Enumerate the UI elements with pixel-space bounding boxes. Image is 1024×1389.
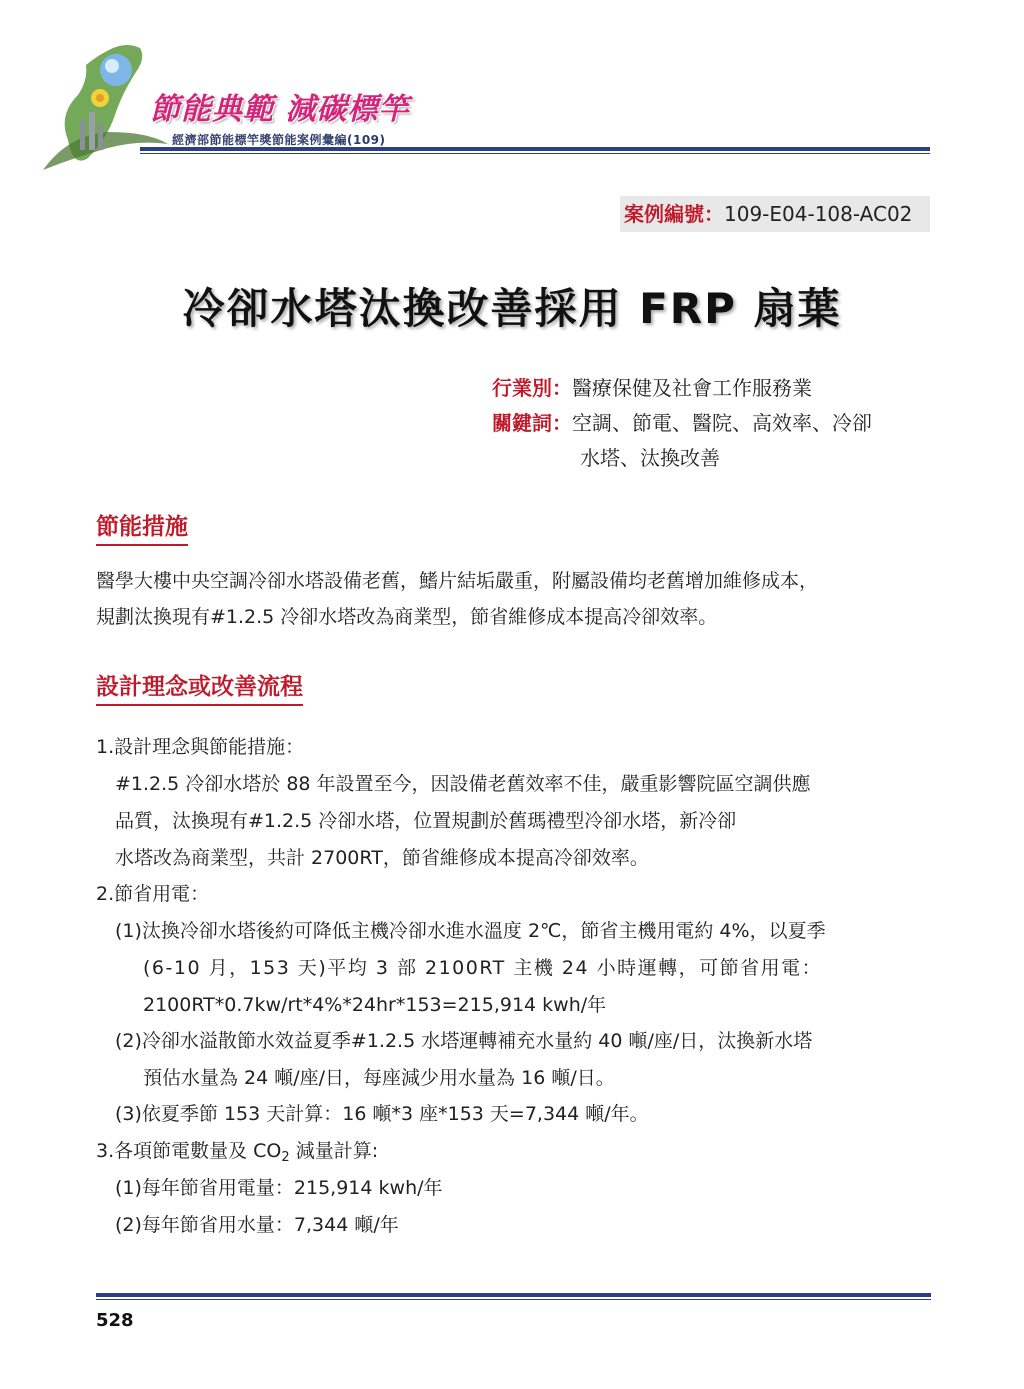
brand-subtitle: 經濟部節能標竿獎節能案例彙編(109) <box>172 133 386 147</box>
industry-value: 醫療保健及社會工作服務業 <box>572 376 812 400</box>
co2-subscript: 2 <box>281 1150 290 1165</box>
body-line-co2-a: 3.各項節電數量及 CO <box>96 1140 282 1162</box>
keywords-row <box>492 405 872 441</box>
header-rule <box>140 147 930 151</box>
measures-text-line2: 規劃汰換現有#1.2.5 冷卻水塔改為商業型，節省維修成本提高冷卻效率。 <box>96 606 718 628</box>
body-line: 2.節省用電： <box>96 883 210 905</box>
industry-row <box>492 370 812 406</box>
industry-label: 行業別： <box>492 376 572 400</box>
measures-text-line1: 醫學大樓中央空調冷卻水塔設備老舊，鰭片結垢嚴重，附屬設備均老舊增加維修成本， <box>96 570 819 592</box>
body-line-co2 <box>96 1136 378 1165</box>
footer-rule <box>96 1293 931 1297</box>
body-line: (1)每年節省用電量：215,914 kwh/年 <box>115 1177 443 1199</box>
body-line: (2)每年節省用水量：7,344 噸/年 <box>115 1214 399 1236</box>
page-number: 528 <box>96 1310 134 1331</box>
page-title: 冷卻水塔汰換改善採用 FRP 扇葉 <box>182 284 842 333</box>
body-line: #1.2.5 冷卻水塔於 88 年設置至今，因設備老舊效率不佳，嚴重影響院區空調供應 <box>115 773 811 795</box>
body-line: (2)冷卻水溢散節水效益夏季#1.2.5 水塔運轉補充水量約 40 噸/座/日，汰換新水塔 <box>115 1030 813 1052</box>
body-line: (6-10 月，153 天)平均 3 部 2100RT 主機 24 小時運轉，可節省用電： <box>143 957 823 979</box>
case-number-box <box>620 196 930 232</box>
keywords-value-line1: 空調、節電、醫院、高效率、冷卻 <box>572 411 872 435</box>
case-number-value: 109-E04-108-AC02 <box>724 202 913 226</box>
body-line: (1)汰換冷卻水塔後約可降低主機冷卻水進水溫度 2℃，節省主機用電約 4%，以夏季 <box>115 920 826 942</box>
brand-title: 節能典範 減碳標竿 <box>150 92 410 127</box>
case-number-label: 案例編號： <box>624 202 724 226</box>
body-line: 品質，汰換現有#1.2.5 冷卻水塔，位置規劃於舊瑪禮型冷卻水塔，新冷卻 <box>115 810 737 832</box>
keywords-value-line2: 水塔、汰換改善 <box>580 446 720 470</box>
body-line-co2-b: 減量計算: <box>289 1140 379 1162</box>
section-heading-design: 設計理念或改善流程 <box>96 668 303 706</box>
footer-rule-thin <box>96 1299 931 1300</box>
section-heading-measures: 節能措施 <box>96 508 188 546</box>
body-line: 1.設計理念與節能措施： <box>96 736 305 758</box>
body-line: 2100RT*0.7kw/rt*4%*24hr*153=215,914 kwh/年 <box>143 994 607 1016</box>
header-rule-thin <box>140 153 930 154</box>
body-line: (3)依夏季節 153 天計算：16 噸*3 座*153 天=7,344 噸/年。 <box>115 1103 649 1125</box>
body-line: 預估水量為 24 噸/座/日，每座減少用水量為 16 噸/日。 <box>143 1067 615 1089</box>
keywords-label: 關鍵詞： <box>492 411 572 435</box>
keywords-row-continued <box>580 440 720 476</box>
body-line: 水塔改為商業型，共計 2700RT，節省維修成本提高冷卻效率。 <box>115 847 649 869</box>
